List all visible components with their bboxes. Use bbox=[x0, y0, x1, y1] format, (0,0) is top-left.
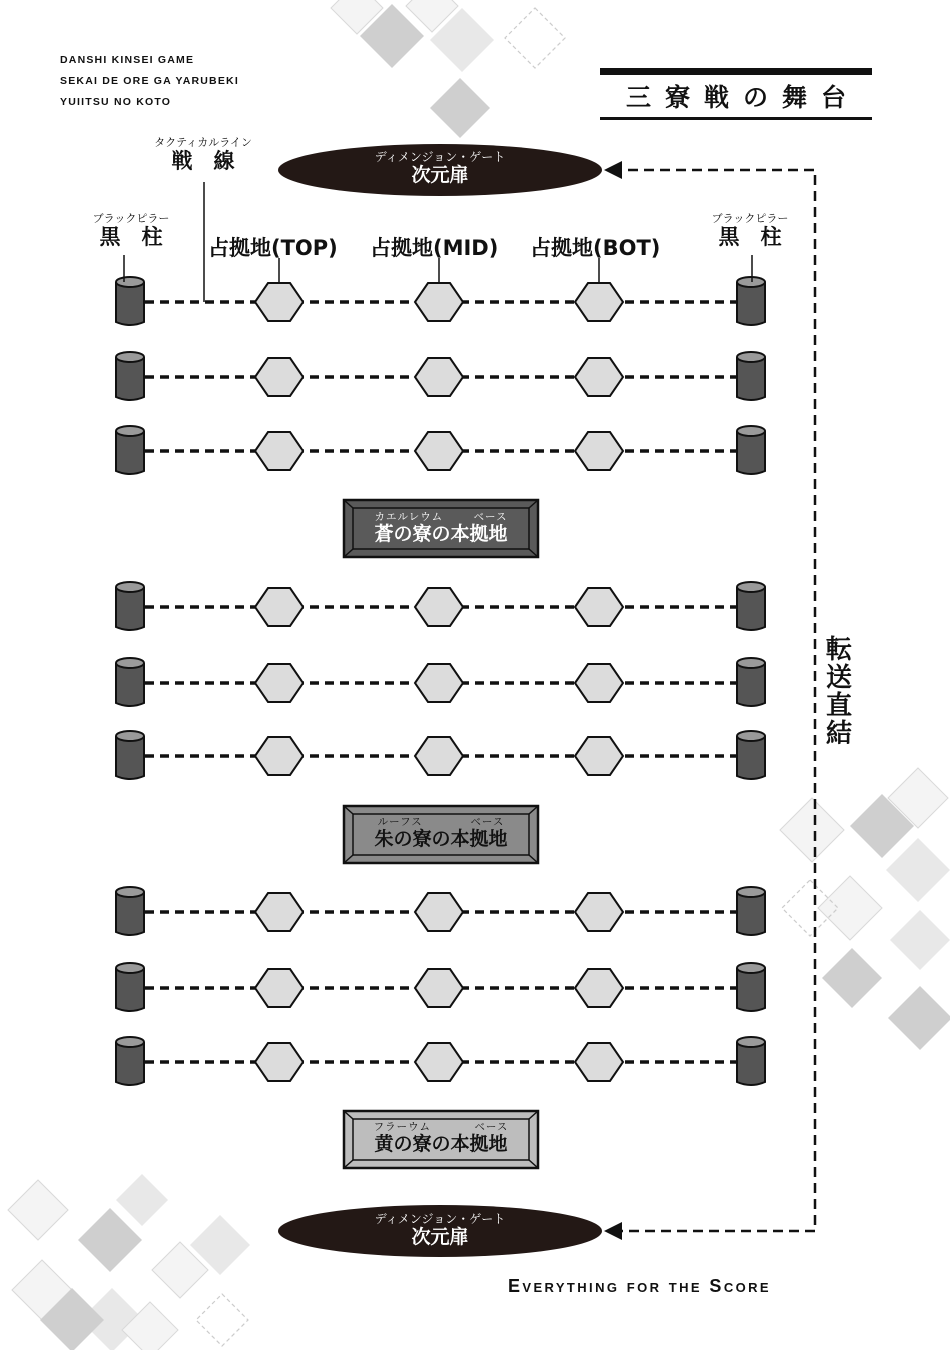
occupation-node bbox=[415, 432, 463, 470]
base-label-blue bbox=[346, 512, 536, 545]
diamond-shape bbox=[818, 876, 882, 940]
diamond-shape bbox=[196, 1294, 248, 1346]
base-label-yellow bbox=[346, 1122, 536, 1155]
base-blue-ruby-right: ベース bbox=[473, 511, 508, 523]
diamond-shape bbox=[505, 8, 565, 68]
occupation-node bbox=[415, 893, 463, 931]
page-title-box bbox=[600, 68, 872, 120]
occupation-node bbox=[415, 283, 463, 321]
arrowhead-bottom bbox=[604, 1222, 622, 1240]
black-pillar-top bbox=[737, 352, 765, 362]
series-line-3: YUIITSU NO KOTO bbox=[60, 96, 172, 108]
black-pillar-top bbox=[116, 963, 144, 973]
occupation-node bbox=[415, 588, 463, 626]
occupation-node bbox=[575, 893, 623, 931]
occupation-node bbox=[255, 664, 303, 702]
diamond-shape bbox=[780, 798, 844, 862]
page-title: 三寮戦の舞台 bbox=[625, 83, 860, 112]
occupation-node bbox=[415, 358, 463, 396]
black-pillar-top bbox=[737, 658, 765, 668]
base-yellow-ruby-right: ベース bbox=[474, 1121, 509, 1133]
occupation-node bbox=[255, 969, 303, 1007]
series-line-1: DANSHI KINSEI GAME bbox=[60, 54, 195, 66]
diamond-shape bbox=[430, 78, 490, 138]
occupation-node bbox=[575, 969, 623, 1007]
left-pillar-label bbox=[81, 212, 181, 250]
base-yellow-ruby-left: フラーウム bbox=[373, 1121, 432, 1133]
top-gate-ruby: ディメンジョン・ゲート bbox=[374, 150, 506, 164]
occupation-node bbox=[255, 432, 303, 470]
black-pillar-top bbox=[116, 426, 144, 436]
transfer-link-label bbox=[822, 636, 856, 748]
right-pillar-ruby: ブラックピラー bbox=[711, 212, 789, 225]
black-pillar-top bbox=[116, 658, 144, 668]
base-blue-ruby-left: カエルレウム bbox=[374, 511, 444, 523]
black-pillar-body bbox=[737, 587, 765, 630]
black-pillar-top bbox=[116, 582, 144, 592]
front-line-label bbox=[148, 136, 258, 174]
black-pillar-body bbox=[116, 663, 144, 706]
diamond-shape bbox=[886, 838, 950, 902]
occupation-node bbox=[415, 664, 463, 702]
black-pillar-top bbox=[737, 1037, 765, 1047]
black-pillar-body bbox=[737, 892, 765, 935]
left-pillar-text: 黒 柱 bbox=[99, 225, 163, 249]
occupation-node bbox=[575, 358, 623, 396]
occupation-node bbox=[575, 588, 623, 626]
bottom-gate-label bbox=[275, 1212, 605, 1248]
black-pillar-body bbox=[116, 1042, 144, 1085]
occupation-node bbox=[255, 588, 303, 626]
occupation-node bbox=[415, 969, 463, 1007]
occupation-node bbox=[575, 283, 623, 321]
occupation-node bbox=[575, 1043, 623, 1081]
black-pillar-body bbox=[737, 663, 765, 706]
front-line-text: 戦 線 bbox=[171, 149, 235, 173]
diamond-shape bbox=[8, 1180, 68, 1240]
left-pillar-ruby: ブラックピラー bbox=[92, 212, 170, 225]
black-pillar-top bbox=[737, 277, 765, 287]
transfer-link-char: 結 bbox=[825, 719, 852, 749]
occupation-label-bot: 占拠地(BOT) bbox=[530, 236, 661, 260]
black-pillar-body bbox=[116, 357, 144, 400]
base-red-ruby-left: ルーフス bbox=[377, 816, 423, 828]
occupation-node bbox=[255, 737, 303, 775]
black-pillar-body bbox=[116, 431, 144, 474]
footer-tagline: Everything for the Score bbox=[508, 1276, 771, 1296]
series-line-2: SEKAI DE ORE GA YARUBEKI bbox=[60, 75, 239, 87]
black-pillar-top bbox=[737, 731, 765, 741]
black-pillar-body bbox=[737, 968, 765, 1011]
occupation-label-mid: 占拠地(MID) bbox=[370, 236, 499, 260]
occupation-label-top: 占拠地(TOP) bbox=[208, 236, 338, 260]
black-pillar-body bbox=[737, 357, 765, 400]
base-red-text: 朱の寮の本拠地 bbox=[374, 828, 508, 850]
transfer-link-char: 送 bbox=[825, 663, 852, 693]
black-pillar-body bbox=[116, 892, 144, 935]
top-gate-label bbox=[275, 150, 605, 186]
black-pillar-body bbox=[116, 282, 144, 325]
occupation-node bbox=[575, 664, 623, 702]
series-title bbox=[60, 50, 239, 113]
right-pillar-label bbox=[700, 212, 800, 250]
occupation-node bbox=[575, 737, 623, 775]
diamond-shape bbox=[78, 1208, 142, 1272]
occupation-node bbox=[255, 358, 303, 396]
right-pillar-text: 黒 柱 bbox=[718, 225, 782, 249]
black-pillar-body bbox=[116, 587, 144, 630]
transfer-link-char: 転 bbox=[825, 635, 852, 665]
diamond-shape bbox=[890, 910, 950, 970]
black-pillar-body bbox=[737, 431, 765, 474]
arrowhead-top bbox=[604, 161, 622, 179]
black-pillar-body bbox=[737, 282, 765, 325]
black-pillar-body bbox=[116, 968, 144, 1011]
occupation-node bbox=[415, 737, 463, 775]
diamond-shape bbox=[116, 1174, 168, 1226]
top-gate-text: 次元扉 bbox=[411, 164, 469, 186]
base-yellow-text: 黄の寮の本拠地 bbox=[374, 1133, 508, 1155]
base-red-ruby-right: ベース bbox=[470, 816, 505, 828]
black-pillar-top bbox=[116, 352, 144, 362]
transfer-link-char: 直 bbox=[825, 691, 852, 721]
base-label-red bbox=[346, 817, 536, 850]
bottom-gate-text: 次元扉 bbox=[411, 1226, 469, 1248]
bottom-gate-ruby: ディメンジョン・ゲート bbox=[374, 1212, 506, 1226]
black-pillar-body bbox=[737, 1042, 765, 1085]
occupation-node bbox=[255, 283, 303, 321]
transfer-connector-line bbox=[612, 170, 815, 1231]
black-pillar-top bbox=[116, 887, 144, 897]
occupation-node bbox=[255, 893, 303, 931]
black-pillar-top bbox=[737, 887, 765, 897]
black-pillar-body bbox=[737, 736, 765, 779]
base-blue-text: 蒼の寮の本拠地 bbox=[374, 523, 508, 545]
black-pillar-top bbox=[737, 963, 765, 973]
black-pillar-top bbox=[737, 582, 765, 592]
black-pillar-body bbox=[116, 736, 144, 779]
occupation-node bbox=[415, 1043, 463, 1081]
occupation-node bbox=[575, 432, 623, 470]
occupation-node bbox=[255, 1043, 303, 1081]
front-line-ruby: タクティカルライン bbox=[154, 136, 252, 149]
black-pillar-top bbox=[737, 426, 765, 436]
diamond-shape bbox=[822, 948, 882, 1008]
black-pillar-top bbox=[116, 731, 144, 741]
black-pillar-top bbox=[116, 277, 144, 287]
diamond-shape bbox=[888, 986, 950, 1050]
diagram-graphics bbox=[116, 144, 815, 1257]
black-pillar-top bbox=[116, 1037, 144, 1047]
